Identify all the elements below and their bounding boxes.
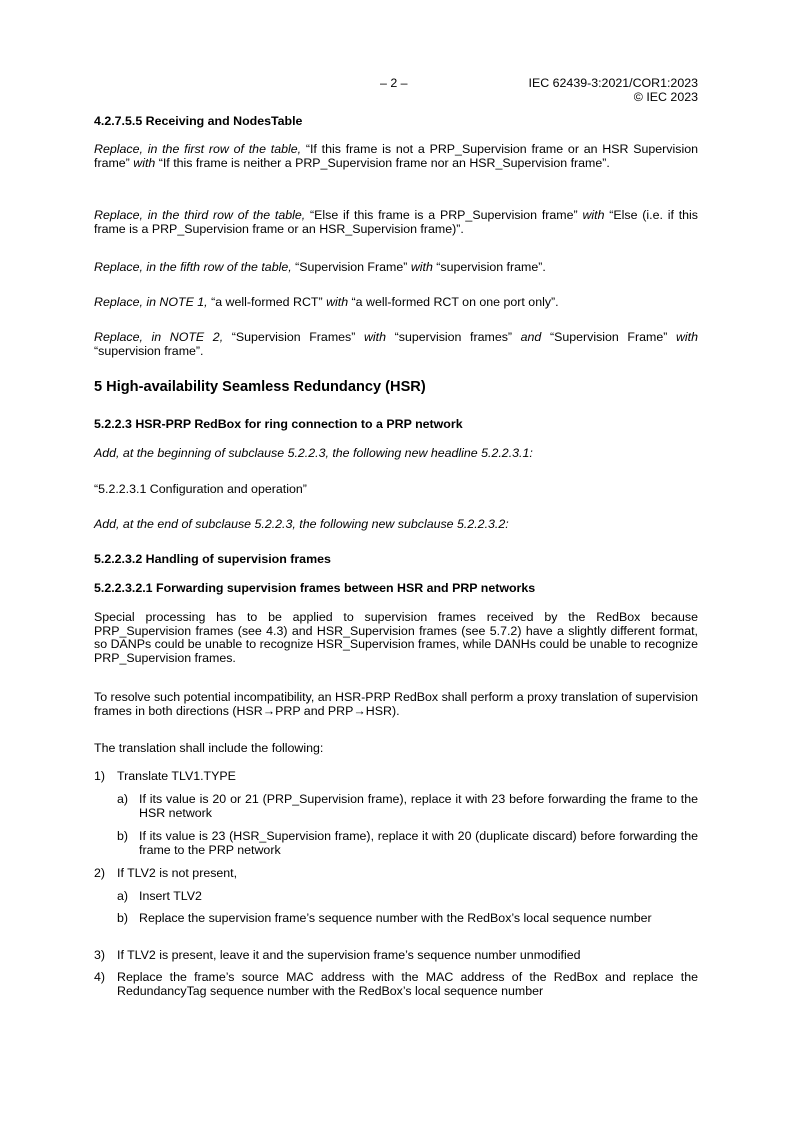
list-item-number: 1) [94,769,106,783]
list-item-number: a) [117,792,129,806]
correction-paragraph-1 [94,143,698,170]
instruction-text: Replace, in the fifth row of the table, [94,260,296,274]
body-paragraph-1: Special processing has to be applied to supervision frames received by the RedBox because PRP_Supervision frames (see 4.3) and HSR_Supervision frames (see 5.7.2) have a slightly different format, so DANPs could be unable to recognize HSR_Supervision frames, while DANHs could be unable to recognize PRP_Supervision frames. [94,610,698,665]
list-item [94,971,698,998]
quoted-text: “Supervision Frame” [295,260,411,274]
correction-paragraph-3 [94,261,698,275]
list-item [94,867,698,881]
add-instruction-2: Add, at the end of subclause 5.2.2.3, the following new subclause 5.2.2.3.2: [94,517,509,531]
instruction-text: with [326,295,349,309]
heading-4-2-7-5-5: 4.2.7.5.5 Receiving and NodesTable [94,114,303,128]
new-headline-text: “5.2.2.3.1 Configuration and operation” [94,482,307,496]
body-paragraph-3: The translation shall include the following: [94,741,324,755]
copyright-notice: © IEC 2023 [633,90,698,104]
instruction-text: with [133,155,156,170]
quoted-text: “a well-formed RCT” [211,295,327,309]
instruction-text: with [363,330,387,344]
quoted-text: “Else if this frame is a PRP_Supervision frame” [310,208,583,222]
heading-5-2-2-3-2: 5.2.2.3.2 Handling of supervision frames [94,552,331,566]
add-instruction-1: Add, at the beginning of subclause 5.2.2.3, the following new headline 5.2.2.3.1: [94,446,533,460]
instruction-text: Replace, in NOTE 1, [94,295,212,309]
list-subitem [94,912,698,926]
quoted-text: “Supervision Frame” [541,330,676,344]
heading-5: 5 High-availability Seamless Redundancy (HSR) [94,379,426,395]
instruction-text: Replace, in the third row of the table, [94,208,311,222]
list-item-text: If its value is 20 or 21 (PRP_Supervision frame), replace it with 23 before forwarding the frame to the HSR network [139,792,698,820]
list-item-text: Insert TLV2 [139,889,202,903]
list-subitem [94,830,698,857]
list-item-number: 2) [94,866,106,880]
list-item [94,770,698,784]
document-id: IEC 62439-3:2021/COR1:2023 [528,76,698,90]
quoted-text: “Supervision Frames” [231,330,364,344]
list-item-number: 4) [94,970,106,984]
quoted-text: “supervision frame”. [432,260,546,274]
quoted-text: “supervision frame”. [94,343,204,358]
instruction-text: Replace, in NOTE 2, [94,330,232,344]
instruction-text: and [520,330,542,344]
correction-paragraph-2 [94,209,698,236]
list-item [94,949,698,963]
correction-paragraph-5 [94,331,698,358]
list-item-text: If TLV2 is present, leave it and the supervision frame’s sequence number unmodified [117,948,581,962]
correction-paragraph-4 [94,296,698,310]
list-item-text: Translate TLV1.TYPE [117,769,236,783]
list-item-number: b) [117,829,129,843]
page-number: – 2 – [380,76,408,90]
list-subitem [94,890,698,904]
instruction-text: with [410,260,433,274]
quoted-text: “If this frame is not a PRP_Supervision frame or an HSR Supervision frame” [94,142,698,170]
quoted-text: “If this frame is neither a PRP_Supervision frame nor an HSR_Supervision frame”. [155,155,610,170]
list-item-text: If TLV2 is not present, [117,866,238,880]
quoted-text: “supervision frames” [386,330,521,344]
instruction-text: with [675,330,698,344]
instruction-text: with [582,208,605,222]
list-item-number: a) [117,889,129,903]
list-item-text: If its value is 23 (HSR_Supervision frame), replace it with 20 (duplicate discard) before forwarding the frame to the PRP network [139,829,698,857]
quoted-text: “Else (i.e. if this frame is a PRP_Supervision frame or an HSR_Supervision frame)”. [94,208,698,236]
instruction-text: Replace, in the first row of the table, [94,142,306,156]
list-item-number: 3) [94,948,106,962]
document-identifier [529,76,698,104]
list-item-number: b) [117,911,129,925]
list-subitem [94,793,698,820]
heading-5-2-2-3: 5.2.2.3 HSR-PRP RedBox for ring connection to a PRP network [94,417,463,431]
list-item-text: Replace the supervision frame’s sequence number with the RedBox’s local sequence number [139,911,652,925]
quoted-text: “a well-formed RCT on one port only”. [348,295,559,309]
body-paragraph-2: To resolve such potential incompatibility, an HSR-PRP RedBox shall perform a proxy translation of supervision frames in both directions (HSR→PRP and PRP→HSR). [94,690,698,718]
list-item-text: Replace the frame’s source MAC address with the MAC address of the RedBox and replace the RedundancyTag sequence number with the RedBox’s local sequence number [117,970,698,998]
heading-5-2-2-3-2-1: 5.2.2.3.2.1 Forwarding supervision frames between HSR and PRP networks [94,581,536,595]
